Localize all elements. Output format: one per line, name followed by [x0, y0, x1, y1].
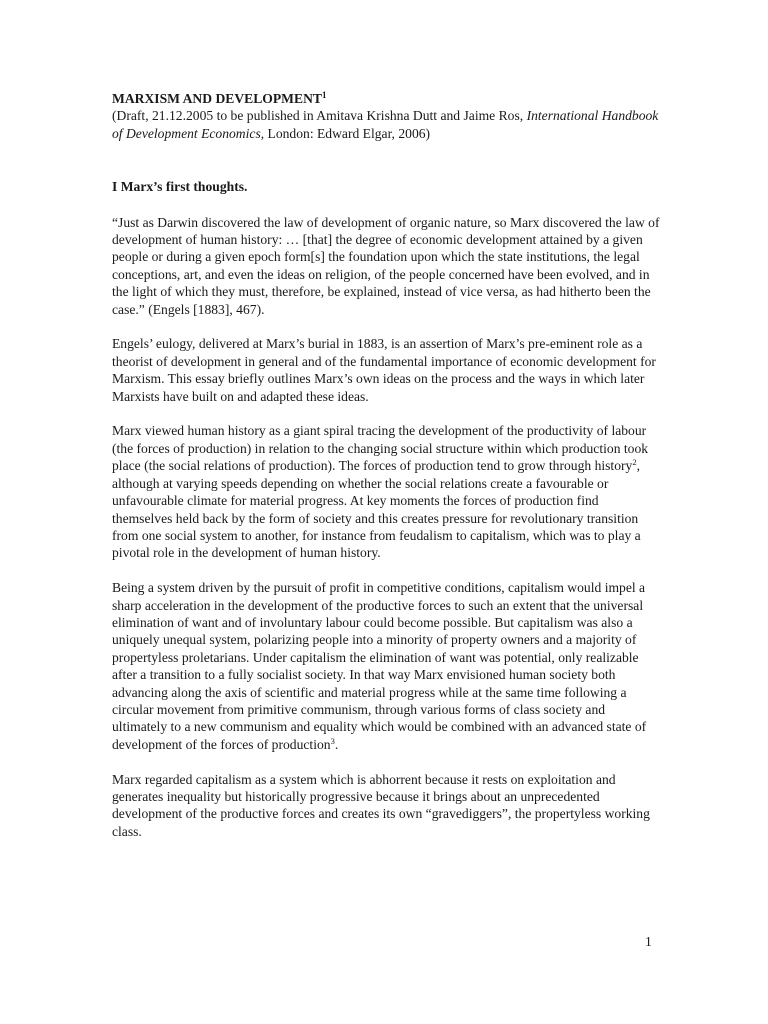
paragraph-text: Marx viewed human history as a giant spiral tracing the development of the productivity of labour (the forces of production) in relation to the changing social structure within which production took place (the social relations of production). The forces of production tend to grow through history	[112, 423, 649, 474]
document-subtitle	[112, 107, 660, 142]
title-footnote-marker[interactable]: 1	[321, 90, 327, 100]
subtitle-book-title: International Handbook of Development Economics	[112, 108, 659, 141]
document-page	[112, 90, 660, 840]
footnote-marker-2[interactable]: 2	[632, 457, 637, 468]
paragraph-history-spiral	[112, 422, 660, 561]
paragraph-text: .	[334, 736, 339, 752]
footnote-marker-3[interactable]: 3	[330, 735, 335, 746]
paragraph-text: , although at varying speeds depending on whether the social relations create a favourable or unfavourable climate for material progress. At key moments the forces of production find themselves held back by the form of society and this creates pressure for revolutionary transition from one social system to another, for instance from feudalism to capitalism, which was to play a pivotal role in the development of human history.	[112, 458, 641, 561]
title-text: MARXISM AND DEVELOPMENT	[112, 91, 322, 106]
page-number: 1	[645, 934, 652, 949]
subtitle-suffix: , London: Edward Elgar, 2006)	[260, 125, 431, 141]
section-heading: I Marx’s first thoughts.	[112, 179, 248, 195]
document-title	[112, 90, 660, 107]
subtitle-prefix: (Draft, 21.12.2005 to be published in Amitava Krishna Dutt and Jaime Ros,	[112, 108, 527, 124]
paragraph-text: Being a system driven by the pursuit of profit in competitive conditions, capitalism would impel a sharp acceleration in the development of the productive forces to such an extent that the universal elimination of want and of involuntary labour could become possible. But capitalism was also a uniquely unequal system, polarizing people into a minority of property owners and a majority of propertyless proletarians. Under capitalism the elimination of want was potential, only realizable after a transition to a fully socialist society. In that way Marx envisioned human society both advancing along the axis of scientific and material progress while at the same time following a circular movement from primitive communism, through various forms of class society and ultimately to a new communism and equality which would be combined with an advanced state of development of the forces of production	[112, 580, 647, 752]
paragraph-engels-quote: “Just as Darwin discovered the law of development of organic nature, so Marx discovered the law of development of human history: … [that] the degree of economic development attained by a given people or during a given epoch form[s] the foundation upon which the state institutions, the legal conceptions, art, and even the ideas on religion, of the people concerned have been evolved, and in the light of which they must, therefore, be explained, instead of vice versa, as had hitherto been the case.” (Engels [1883], 467).	[112, 214, 660, 317]
paragraph-capitalism-profit	[112, 579, 660, 753]
paragraph-capitalism-abhorrent: Marx regarded capitalism as a system which is abhorrent because it rests on exploitation and generates inequality but historically progressive because it brings about an unprecedented development of the productive forces and creates its own “gravediggers”, the propertyless working class.	[112, 771, 650, 839]
paragraph-eulogy: Engels’ eulogy, delivered at Marx’s burial in 1883, is an assertion of Marx’s pre-eminent role as a theorist of development in general and of the fundamental importance of economic development for Marxism. This essay briefly outlines Marx’s own ideas on the process and the ways in which later Marxists have built on and adapted these ideas.	[112, 336, 656, 404]
